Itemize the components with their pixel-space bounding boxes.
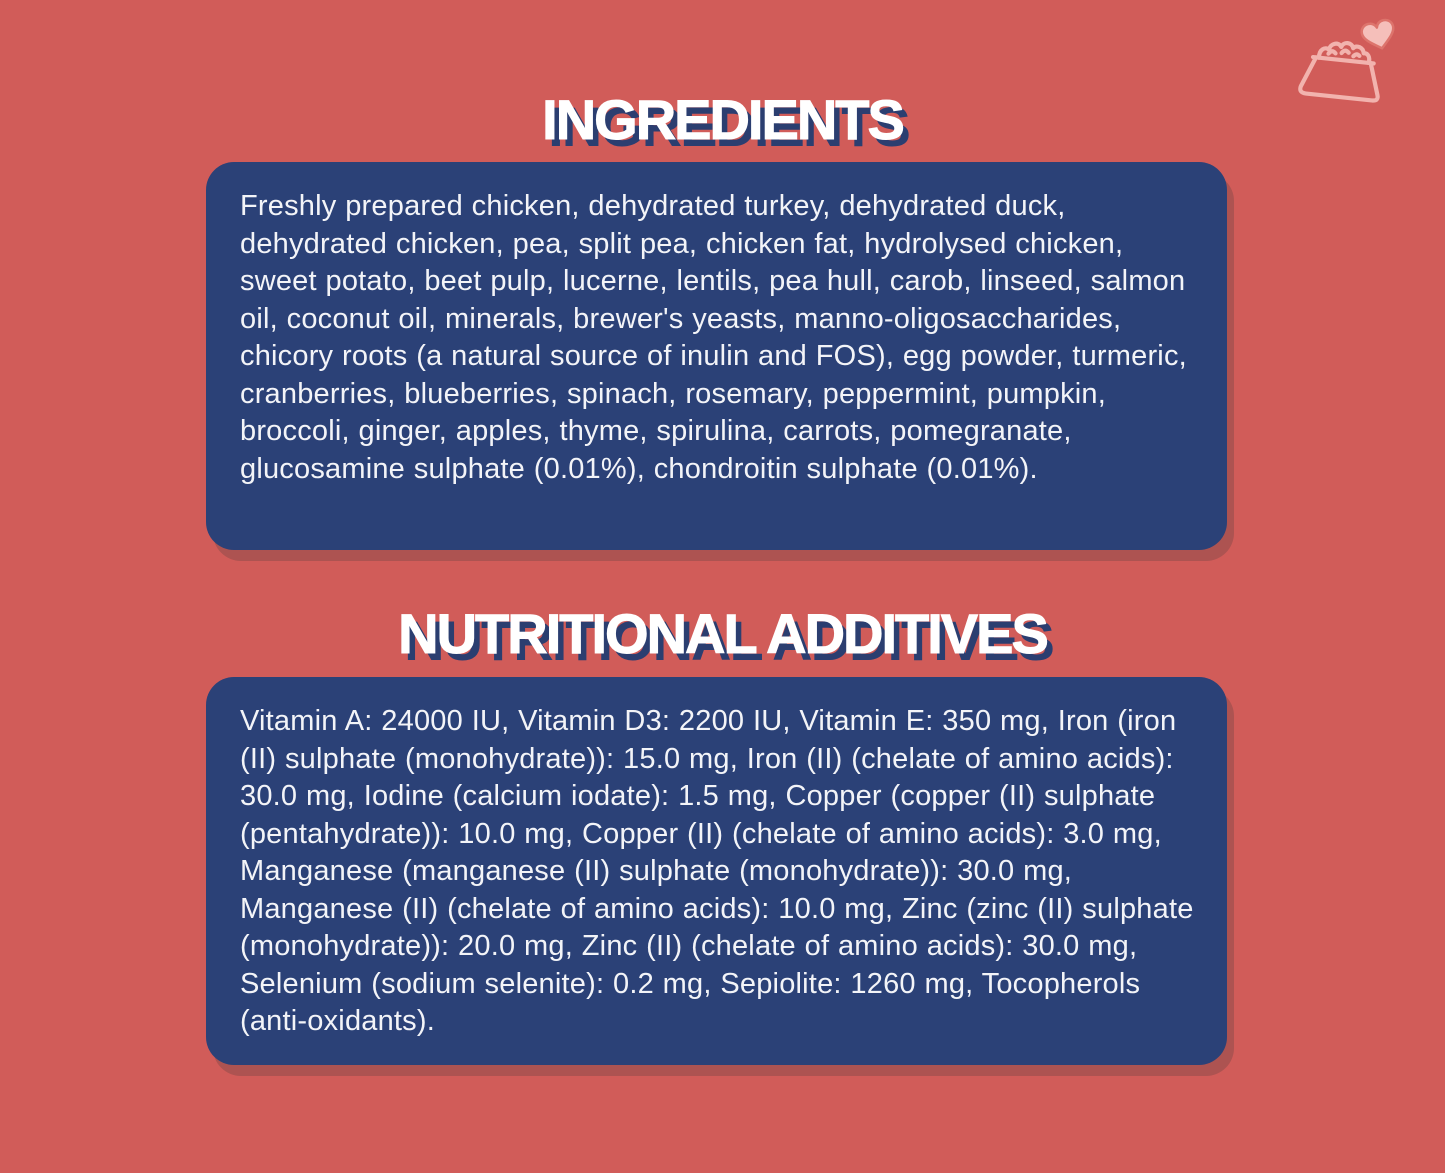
ingredients-heading: INGREDIENTS xyxy=(542,88,903,151)
nutritional-additives-text: Vitamin A: 24000 IU, Vitamin D3: 2200 IU, Vitamin E: 350 mg, Iron (iron (II) sulphate (monohydrate)): 15.0 mg, Iron (II) (chelate of amino acids): 30.0 mg, Iodine (calcium iodate): 1.5 mg, Copper (copper (II) sulphate (pentahydrate)): 10.0 mg, Copper (II) (chelate of amino acids): 3.0 mg, Manganese (manganese (II) sulphate (monohydrate)): 30.0 mg, Manganese (II) (chelate of amino acids): 10.0 mg, Zinc (zinc (II) sulphate (monohydrate)): 20.0 mg, Zinc (II) (chelate of amino acids): 30.0 mg, Selenium (sodium selenite): 0.2 mg, Sepiolite: 1260 mg, Tocopherols (anti-oxidants). xyxy=(240,705,1194,1037)
bowl-food-texture xyxy=(1328,49,1359,57)
bowl-rim xyxy=(1313,57,1374,63)
heart-icon xyxy=(1360,18,1398,52)
nutritional-additives-panel xyxy=(206,677,1227,1065)
ingredients-text: Freshly prepared chicken, dehydrated turkey, dehydrated duck, dehydrated chicken, pea, split pea, chicken fat, hydrolysed chicken, sweet potato, beet pulp, lucerne, lentils, pea hull, carob, linseed, salmon oil, coconut oil, minerals, brewer's yeasts, manno-oligosaccharides, chicory roots (a natural source of inulin and FOS), egg powder, turmeric, cranberries, blueberries, spinach, rosemary, peppermint, pumpkin, broccoli, ginger, apples, thyme, spirulina, carrots, pomegranate, glucosamine sulphate (0.01%), chondroitin sulphate (0.01%). xyxy=(240,190,1187,485)
ingredients-panel xyxy=(206,162,1227,550)
nutritional-additives-heading: NUTRITIONAL ADDITIVES xyxy=(398,602,1047,665)
